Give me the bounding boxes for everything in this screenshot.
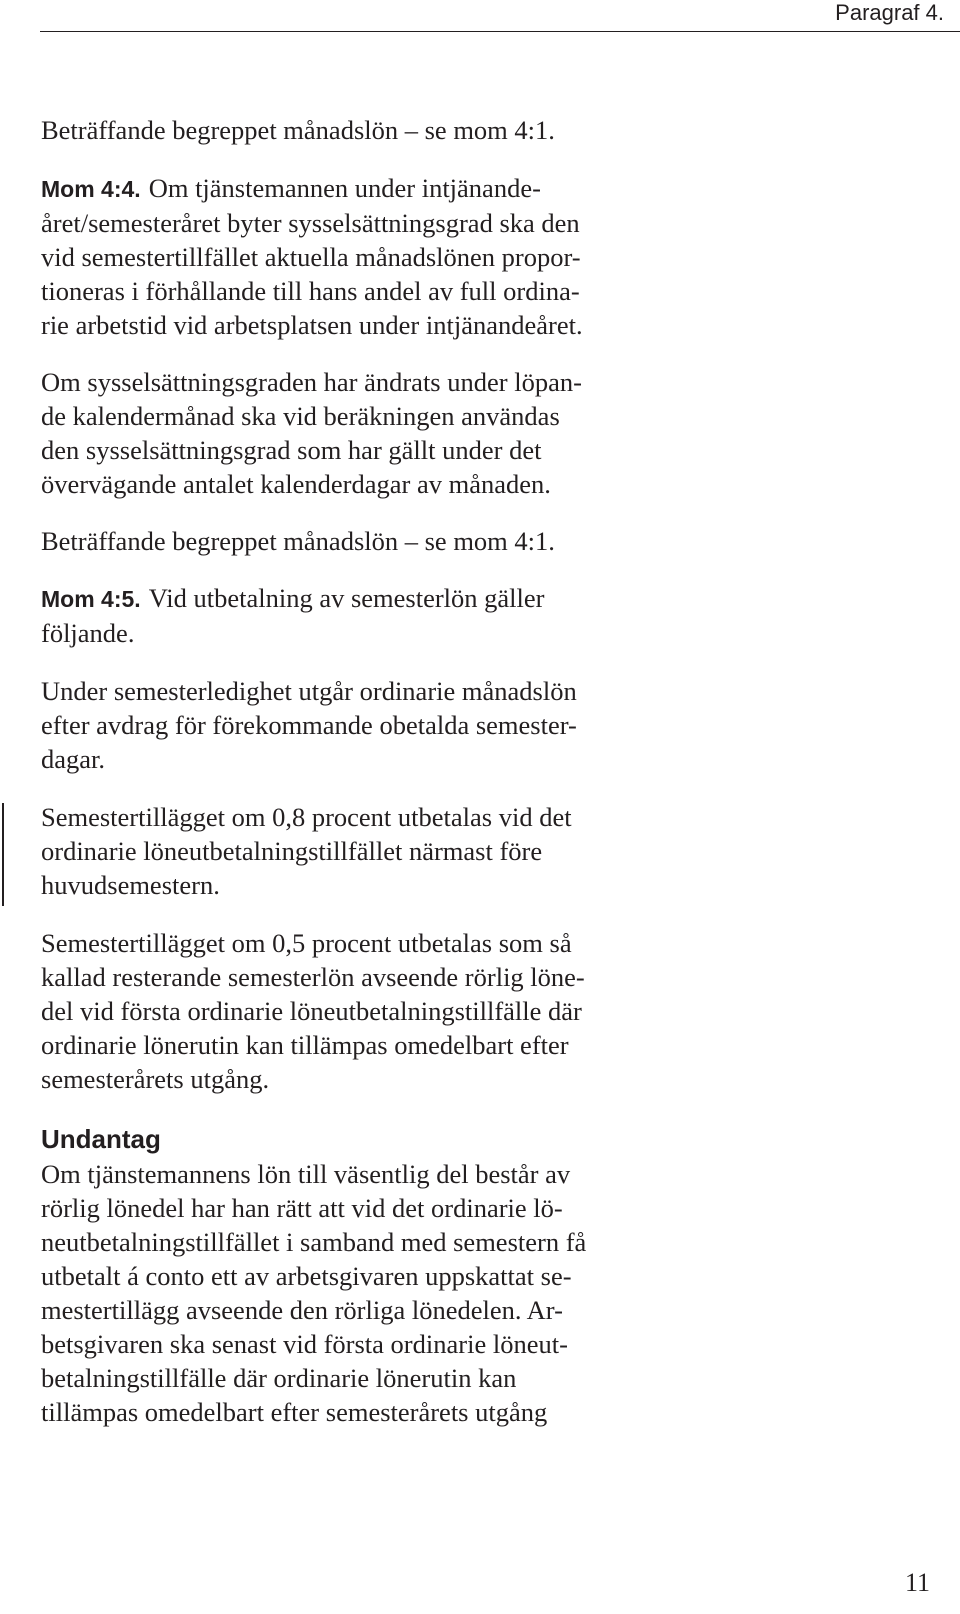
paragraph-semestertillagg-08: Semestertillägget om 0,8 procent utbetalas vid det ordinarie löneutbetalningstillfället närmast före huvudsemestern. xyxy=(41,802,572,900)
mom-4-4-text: Om tjänstemannen under intjänande- året/semesteråret byter sysselsättningsgrad ska den vid semestertillfället aktuella månadslönen propor- tioneras i förhållande till hans andel av full ordina- rie arbetstid vid arbetsplatsen under intjänandeåret. xyxy=(41,173,583,340)
exception-heading: Undantag xyxy=(41,1124,161,1154)
header-rule xyxy=(40,31,960,32)
paragraph-reference-2: Beträffande begreppet månadslön – se mom 4:1. xyxy=(41,526,555,556)
paragraph-mom-4-5 xyxy=(41,581,731,650)
paragraph-mom-4-4 xyxy=(41,171,731,342)
running-head: Paragraf 4. xyxy=(835,0,944,25)
page-number: 11 xyxy=(904,1568,930,1597)
paragraph-semestertillagg-05: Semestertillägget om 0,5 procent utbetalas som så kallad resterande semesterlön avseende rörlig löne- del vid första ordinarie löneutbetalningstillfälle där ordinarie lönerutin kan tillämpas omedelbart efter semesterårets utgång. xyxy=(41,928,585,1094)
exception-text: Om tjänstemannens lön till väsentlig del består av rörlig lönedel har han rätt att vid det ordinarie lö- neutbetalningstillfället i samband med semestern få utbetalt á conto ett av arbetsgivaren uppskattat se- mestertillägg avseende den rörliga lönedelen. Ar- betsgivaren ska senast vid första ordinarie löneut- betalningstillfälle där ordinarie lönerutin kan tillämpas omedelbart efter semesterårets utgång xyxy=(41,1159,587,1427)
paragraph-reference-1: Beträffande begreppet månadslön – se mom 4:1. xyxy=(41,115,555,145)
mom-4-5-label: Mom 4:5. xyxy=(41,586,141,612)
mom-4-5-text: Vid utbetalning av semesterlön gäller följande. xyxy=(41,583,545,648)
mom-4-4-label: Mom 4:4. xyxy=(41,176,141,202)
paragraph-semesterledighet: Under semesterledighet utgår ordinarie månadslön efter avdrag för förekommande obetalda semester- dagar. xyxy=(41,676,577,774)
paragraph-sysselsattningsgrad: Om sysselsättningsgraden har ändrats under löpan- de kalendermånad ska vid beräkningen användas den sysselsättningsgrad som har gällt under det övervägande antalet kalenderdagar av månaden. xyxy=(41,367,582,499)
change-bar xyxy=(2,803,4,906)
